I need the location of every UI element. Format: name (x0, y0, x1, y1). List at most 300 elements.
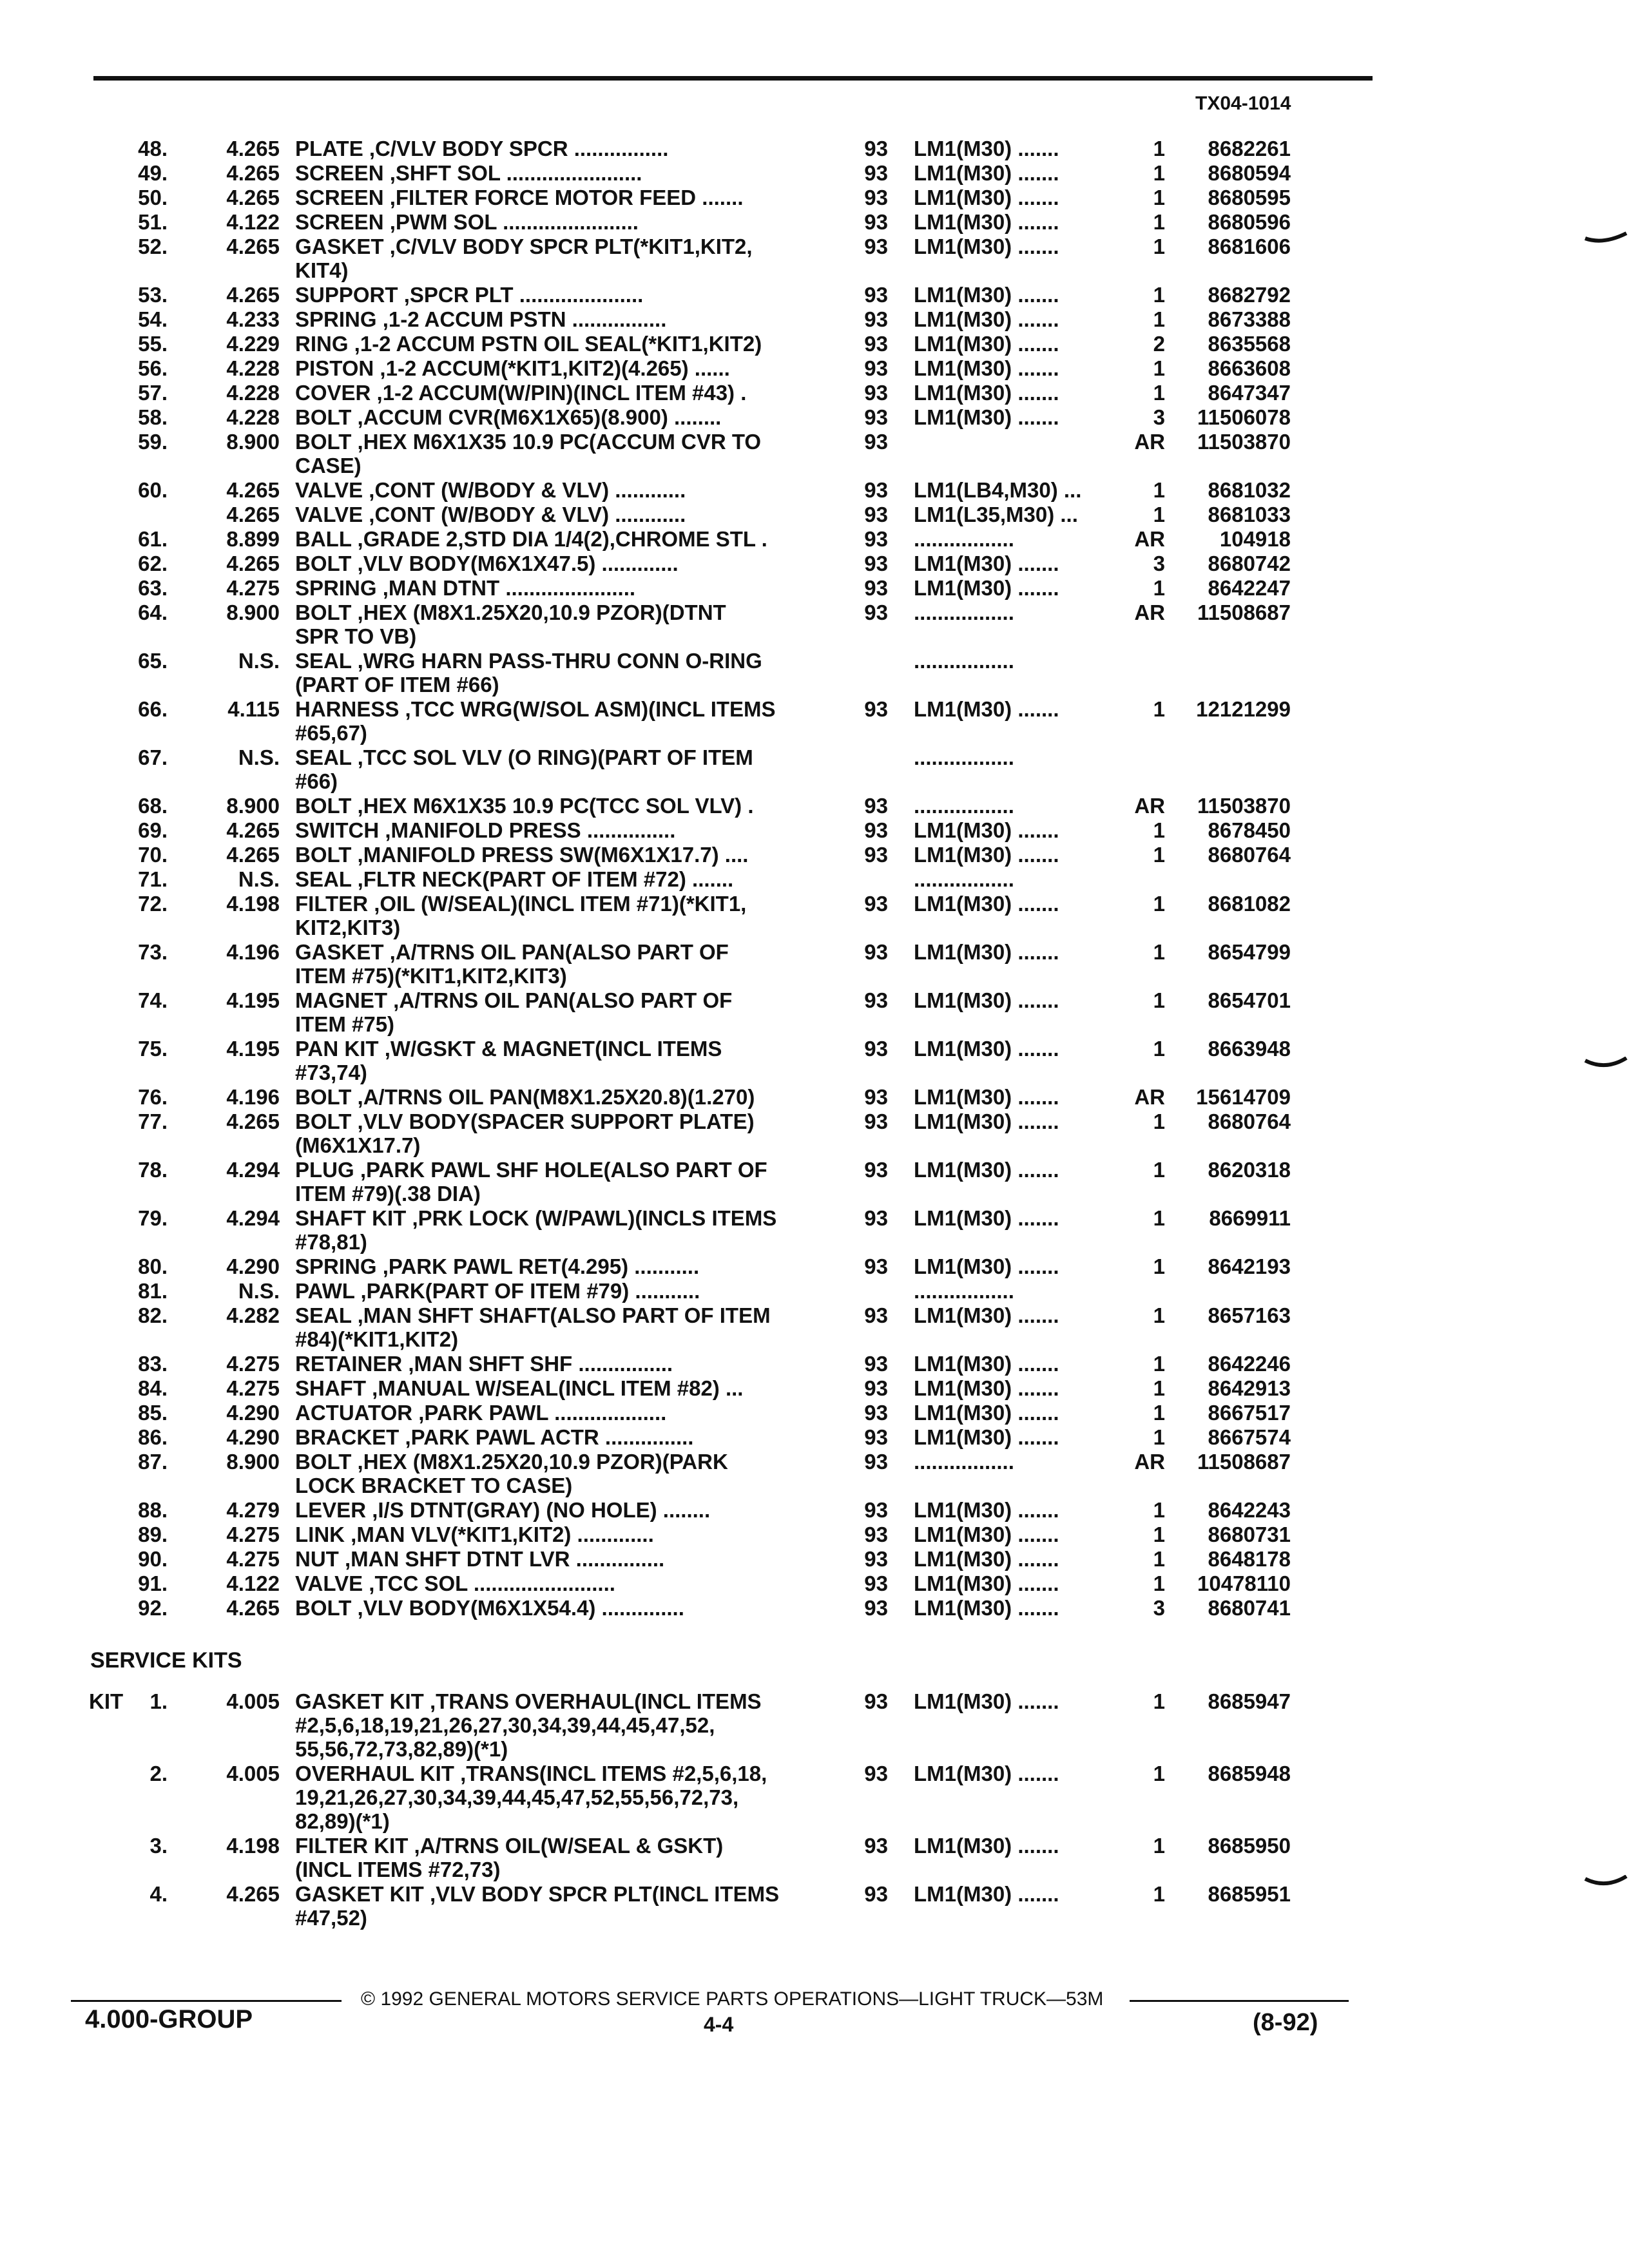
group-number: 4.265 (226, 478, 280, 502)
part-number: 8642247 (1208, 576, 1291, 600)
quantity: 1 (1153, 1158, 1165, 1182)
item-number: 91. (138, 1571, 168, 1595)
part-number: 8685950 (1208, 1834, 1291, 1858)
model-code: LM1(M30) ....... (914, 1158, 1059, 1182)
model-code: LM1(M30) ....... (914, 186, 1059, 209)
part-number: 8642193 (1208, 1254, 1291, 1278)
table-row (0, 1596, 1629, 1620)
group-number: 4.265 (226, 1596, 280, 1620)
part-description: ACTUATOR ,PARK PAWL ................... (295, 1401, 667, 1425)
item-number: 70. (138, 843, 168, 867)
quantity: 1 (1153, 940, 1165, 964)
table-row (0, 1206, 1629, 1254)
item-number: 59. (138, 430, 168, 454)
model-year: 93 (864, 794, 888, 818)
model-code: LM1(M30) ....... (914, 1689, 1059, 1713)
model-code: LM1(M30) ....... (914, 1401, 1059, 1425)
table-row (0, 697, 1629, 745)
quantity: 1 (1153, 1303, 1165, 1327)
table-row (0, 1450, 1629, 1497)
quantity: 1 (1153, 1254, 1165, 1278)
quantity: AR (1134, 1085, 1165, 1109)
part-number: 8680731 (1208, 1523, 1291, 1546)
item-number: 75. (138, 1037, 168, 1061)
group-number: 4.279 (226, 1498, 280, 1522)
model-year: 93 (864, 283, 888, 307)
model-year: 93 (864, 697, 888, 721)
group-number: 4.228 (226, 405, 280, 429)
group-number: 8.900 (226, 1450, 280, 1474)
model-code: LM1(M30) ....... (914, 1882, 1059, 1906)
model-code: LM1(M30) ....... (914, 576, 1059, 600)
part-number: 8685948 (1208, 1762, 1291, 1785)
table-row (0, 1158, 1629, 1206)
quantity: AR (1134, 794, 1165, 818)
item-number: 84. (138, 1376, 168, 1400)
part-number: 8681082 (1208, 892, 1291, 916)
part-number: 8685951 (1208, 1882, 1291, 1906)
quantity: 2 (1153, 332, 1165, 356)
model-year: 93 (864, 1037, 888, 1061)
group-number: 4.265 (226, 137, 280, 160)
model-year: 93 (864, 552, 888, 575)
group-number: 4.290 (226, 1425, 280, 1449)
table-row (0, 1401, 1629, 1425)
quantity: 3 (1153, 552, 1165, 575)
item-number: 92. (138, 1596, 168, 1620)
item-number: 50. (138, 186, 168, 209)
item-number: 87. (138, 1450, 168, 1474)
table-row (0, 843, 1629, 867)
group-number: 4.265 (226, 186, 280, 209)
item-number: 2. (149, 1762, 168, 1785)
group-number: 4.195 (226, 1037, 280, 1061)
part-description: LINK ,MAN VLV(*KIT1,KIT2) ............. (295, 1523, 654, 1546)
table-row (0, 1834, 1629, 1881)
service-kits-list (0, 1689, 1629, 1930)
part-number: 8673388 (1208, 307, 1291, 331)
part-description: GASKET KIT ,TRANS OVERHAUL(INCL ITEMS #2,5,6,18,19,21,26,27,30,34,39,44,45,47,52, 55,56,72,73,82,89)(*1) (295, 1689, 762, 1761)
model-year: 93 (864, 405, 888, 429)
group-number: 4.294 (226, 1206, 280, 1230)
part-description: FILTER ,OIL (W/SEAL)(INCL ITEM #71)(*KIT1, KIT2,KIT3) (295, 892, 747, 939)
quantity: 1 (1153, 1547, 1165, 1571)
item-number: 55. (138, 332, 168, 356)
table-row (0, 649, 1629, 697)
model-code: LM1(M30) ....... (914, 356, 1059, 380)
item-number: 80. (138, 1254, 168, 1278)
part-number: 8682261 (1208, 137, 1291, 160)
group-number: 4.275 (226, 1523, 280, 1546)
group-number: 4.198 (226, 1834, 280, 1858)
group-number: N.S. (238, 745, 280, 769)
table-row (0, 867, 1629, 891)
footer-rule (1130, 2000, 1349, 2002)
part-number: 8685947 (1208, 1689, 1291, 1713)
footer-copyright: © 1992 GENERAL MOTORS SERVICE PARTS OPERATIONS—LIGHT TRUCK—53M (361, 1988, 1104, 2010)
part-description: MAGNET ,A/TRNS OIL PAN(ALSO PART OF ITEM #75) (295, 988, 733, 1036)
part-description: SPRING ,MAN DTNT ...................... (295, 576, 636, 600)
part-number: 8680596 (1208, 210, 1291, 234)
table-row (0, 307, 1629, 331)
part-description: PAN KIT ,W/GSKT & MAGNET(INCL ITEMS #73,74) (295, 1037, 722, 1084)
part-description: BOLT ,HEX M6X1X35 10.9 PC(TCC SOL VLV) . (295, 794, 754, 818)
model-code: LM1(M30) ....... (914, 843, 1059, 867)
item-number: 89. (138, 1523, 168, 1546)
group-number: 4.228 (226, 381, 280, 405)
item-number: 66. (138, 697, 168, 721)
model-code: LM1(M30) ....... (914, 332, 1059, 356)
part-number: 8667517 (1208, 1401, 1291, 1425)
quantity: 1 (1153, 381, 1165, 405)
part-description: BOLT ,MANIFOLD PRESS SW(M6X1X17.7) .... (295, 843, 749, 867)
model-code: LM1(M30) ....... (914, 988, 1059, 1012)
model-code: LM1(M30) ....... (914, 405, 1059, 429)
service-kits-title: SERVICE KITS (90, 1648, 242, 1673)
table-row (0, 210, 1629, 234)
model-code: ................. (914, 527, 1014, 551)
model-code: ................. (914, 601, 1014, 624)
part-description: BOLT ,HEX M6X1X35 10.9 PC(ACCUM CVR TO CASE) (295, 430, 762, 477)
model-year: 93 (864, 1450, 888, 1474)
table-row (0, 381, 1629, 405)
model-code: LM1(M30) ....... (914, 940, 1059, 964)
part-number: 8680764 (1208, 1110, 1291, 1133)
table-row (0, 1376, 1629, 1400)
model-code: LM1(M30) ....... (914, 210, 1059, 234)
item-number: 1. (149, 1689, 168, 1713)
model-code: LM1(M30) ....... (914, 1037, 1059, 1061)
table-row (0, 988, 1629, 1036)
model-code: LM1(M30) ....... (914, 137, 1059, 160)
part-number: 8680594 (1208, 161, 1291, 185)
part-number: 8680764 (1208, 843, 1291, 867)
part-description: SCREEN ,PWM SOL ....................... (295, 210, 639, 234)
table-row (0, 1352, 1629, 1376)
model-year: 93 (864, 381, 888, 405)
part-description: SEAL ,FLTR NECK(PART OF ITEM #72) ....... (295, 867, 734, 891)
table-row (0, 1303, 1629, 1351)
model-year: 93 (864, 1206, 888, 1230)
quantity: 1 (1153, 1689, 1165, 1713)
group-number: 4.275 (226, 1352, 280, 1376)
item-number: 62. (138, 552, 168, 575)
item-number: 69. (138, 818, 168, 842)
quantity: 1 (1153, 1376, 1165, 1400)
part-description: BOLT ,VLV BODY(M6X1X47.5) ............. (295, 552, 679, 575)
model-code: ................. (914, 1450, 1014, 1474)
item-number: 63. (138, 576, 168, 600)
part-description: VALVE ,CONT (W/BODY & VLV) ............ (295, 478, 686, 502)
part-number: 11508687 (1197, 1450, 1291, 1474)
item-number: 79. (138, 1206, 168, 1230)
item-number: 60. (138, 478, 168, 502)
group-number: 4.198 (226, 892, 280, 916)
quantity: 1 (1153, 1037, 1165, 1061)
table-row (0, 1523, 1629, 1546)
model-year: 93 (864, 818, 888, 842)
quantity: 1 (1153, 283, 1165, 307)
model-year: 93 (864, 1158, 888, 1182)
model-year: 93 (864, 1110, 888, 1133)
quantity: 1 (1153, 210, 1165, 234)
top-rule (93, 76, 1373, 81)
group-number: 8.900 (226, 430, 280, 454)
item-number: 53. (138, 283, 168, 307)
part-description: SEAL ,TCC SOL VLV (O RING)(PART OF ITEM #66) (295, 745, 753, 793)
model-year: 93 (864, 1762, 888, 1785)
part-description: GASKET ,A/TRNS OIL PAN(ALSO PART OF ITEM #75)(*KIT1,KIT2,KIT3) (295, 940, 729, 988)
table-row (0, 527, 1629, 551)
item-number: 57. (138, 381, 168, 405)
part-number: 11503870 (1197, 430, 1291, 454)
group-number: 4.265 (226, 283, 280, 307)
table-row (0, 745, 1629, 793)
model-code: ................. (914, 794, 1014, 818)
model-year: 93 (864, 1498, 888, 1522)
model-code: LM1(L35,M30) ... (914, 503, 1078, 526)
item-number: 52. (138, 235, 168, 258)
quantity: 1 (1153, 186, 1165, 209)
group-number: 4.122 (226, 1571, 280, 1595)
model-code: LM1(M30) ....... (914, 1547, 1059, 1571)
group-number: 4.195 (226, 988, 280, 1012)
model-year: 93 (864, 940, 888, 964)
group-number: 4.265 (226, 161, 280, 185)
table-row (0, 1425, 1629, 1449)
model-year: 93 (864, 1689, 888, 1713)
group-number: 4.275 (226, 1547, 280, 1571)
table-row (0, 1037, 1629, 1084)
part-description: BOLT ,VLV BODY(SPACER SUPPORT PLATE) (M6X1X17.7) (295, 1110, 755, 1157)
part-number: 8682792 (1208, 283, 1291, 307)
part-description: SEAL ,WRG HARN PASS-THRU CONN O-RING (PART OF ITEM #66) (295, 649, 762, 697)
model-year: 93 (864, 1571, 888, 1595)
table-row (0, 1110, 1629, 1157)
part-number: 8663608 (1208, 356, 1291, 380)
parts-list (0, 137, 1629, 1620)
model-year: 93 (864, 988, 888, 1012)
model-code: LM1(M30) ....... (914, 1254, 1059, 1278)
model-year: 93 (864, 1882, 888, 1906)
part-description: SPRING ,1-2 ACCUM PSTN ................ (295, 307, 667, 331)
model-code: LM1(LB4,M30) ... (914, 478, 1082, 502)
part-number: 11503870 (1197, 794, 1291, 818)
part-number: 8680595 (1208, 186, 1291, 209)
table-row (0, 478, 1629, 502)
quantity: 1 (1153, 1523, 1165, 1546)
group-number: 8.899 (226, 527, 280, 551)
model-year: 93 (864, 1303, 888, 1327)
group-number: 4.282 (226, 1303, 280, 1327)
table-row (0, 892, 1629, 939)
part-description: BOLT ,VLV BODY(M6X1X54.4) .............. (295, 1596, 684, 1620)
part-description: VALVE ,CONT (W/BODY & VLV) ............ (295, 503, 686, 526)
quantity: 1 (1153, 843, 1165, 867)
model-code: ................. (914, 745, 1014, 769)
part-description: BRACKET ,PARK PAWL ACTR ............... (295, 1425, 694, 1449)
model-code: LM1(M30) ....... (914, 1352, 1059, 1376)
group-number: 4.275 (226, 1376, 280, 1400)
part-description: SCREEN ,FILTER FORCE MOTOR FEED ....... (295, 186, 744, 209)
item-number: 4. (149, 1882, 168, 1906)
model-year: 93 (864, 601, 888, 624)
group-number: 4.233 (226, 307, 280, 331)
item-number: 58. (138, 405, 168, 429)
table-row (0, 186, 1629, 209)
item-number: 49. (138, 161, 168, 185)
revision-date: (8-92) (1253, 2009, 1318, 2036)
part-number: 11508687 (1197, 601, 1291, 624)
model-year: 93 (864, 478, 888, 502)
binding-mark (1584, 231, 1629, 244)
part-description: PAWL ,PARK(PART OF ITEM #79) ........... (295, 1279, 700, 1303)
item-number: 77. (138, 1110, 168, 1133)
model-year: 93 (864, 210, 888, 234)
model-year: 93 (864, 1401, 888, 1425)
model-code: LM1(M30) ....... (914, 1571, 1059, 1595)
quantity: AR (1134, 527, 1165, 551)
model-year: 93 (864, 186, 888, 209)
model-code: LM1(M30) ....... (914, 235, 1059, 258)
table-row (0, 1762, 1629, 1833)
model-year: 93 (864, 356, 888, 380)
group-number: 4.294 (226, 1158, 280, 1182)
table-row (0, 940, 1629, 988)
part-number: 104918 (1219, 527, 1291, 551)
part-description: SHAFT KIT ,PRK LOCK (W/PAWL)(INCLS ITEMS #78,81) (295, 1206, 777, 1254)
table-row (0, 1547, 1629, 1571)
model-year: 93 (864, 503, 888, 526)
model-code: LM1(M30) ....... (914, 1498, 1059, 1522)
table-row (0, 161, 1629, 185)
table-row (0, 1279, 1629, 1303)
quantity: 1 (1153, 1834, 1165, 1858)
part-description: PLUG ,PARK PAWL SHF HOLE(ALSO PART OF ITEM #79)(.38 DIA) (295, 1158, 767, 1206)
table-row (0, 430, 1629, 477)
model-year: 93 (864, 527, 888, 551)
part-description: OVERHAUL KIT ,TRANS(INCL ITEMS #2,5,6,18, 19,21,26,27,30,34,39,44,45,47,52,55,56,72,73, 82,89)(*1) (295, 1762, 767, 1833)
item-number: 71. (138, 867, 168, 891)
part-description: PISTON ,1-2 ACCUM(*KIT1,KIT2)(4.265) ...... (295, 356, 730, 380)
model-year: 93 (864, 235, 888, 258)
model-code: LM1(M30) ....... (914, 1085, 1059, 1109)
group-number: 4.265 (226, 1882, 280, 1906)
part-number: 8654799 (1208, 940, 1291, 964)
group-number: 4.265 (226, 843, 280, 867)
model-year: 93 (864, 1376, 888, 1400)
item-number: 54. (138, 307, 168, 331)
model-year: 93 (864, 1425, 888, 1449)
model-code: LM1(M30) ....... (914, 1376, 1059, 1400)
part-number: 8648178 (1208, 1547, 1291, 1571)
part-number: 8642246 (1208, 1352, 1291, 1376)
table-row (0, 601, 1629, 648)
part-description: GASKET KIT ,VLV BODY SPCR PLT(INCL ITEMS #47,52) (295, 1882, 780, 1930)
quantity: 1 (1153, 478, 1165, 502)
model-code: LM1(M30) ....... (914, 1425, 1059, 1449)
part-description: BOLT ,HEX (M8X1.25X20,10.9 PZOR)(PARK LOCK BRACKET TO CASE) (295, 1450, 728, 1497)
item-number: 76. (138, 1085, 168, 1109)
group-number: 4.196 (226, 1085, 280, 1109)
model-code: LM1(M30) ....... (914, 1523, 1059, 1546)
table-row (0, 794, 1629, 818)
part-number: 10478110 (1197, 1571, 1291, 1595)
table-row (0, 1498, 1629, 1522)
part-number: 8635568 (1208, 332, 1291, 356)
table-row (0, 283, 1629, 307)
item-number: 65. (138, 649, 168, 673)
quantity: 1 (1153, 1425, 1165, 1449)
model-year: 93 (864, 1352, 888, 1376)
group-number: 4.005 (226, 1689, 280, 1713)
part-number: 8642913 (1208, 1376, 1291, 1400)
group-number: 4.265 (226, 235, 280, 258)
model-code: LM1(M30) ....... (914, 1206, 1059, 1230)
part-description: SEAL ,MAN SHFT SHAFT(ALSO PART OF ITEM #84)(*KIT1,KIT2) (295, 1303, 771, 1351)
part-description: BOLT ,HEX (M8X1.25X20,10.9 PZOR)(DTNT SPR TO VB) (295, 601, 726, 648)
item-number: 51. (138, 210, 168, 234)
page-number: 4-4 (704, 2013, 734, 2036)
part-number: 15614709 (1196, 1085, 1291, 1109)
part-description: COVER ,1-2 ACCUM(W/PIN)(INCL ITEM #43) . (295, 381, 747, 405)
group-number: 4.290 (226, 1401, 280, 1425)
table-row (0, 576, 1629, 600)
quantity: AR (1134, 1450, 1165, 1474)
quantity: 1 (1153, 503, 1165, 526)
model-code: LM1(M30) ....... (914, 697, 1059, 721)
item-number: 48. (138, 137, 168, 160)
group-number: N.S. (238, 867, 280, 891)
binding-mark (1584, 1875, 1629, 1888)
item-number: 3. (149, 1834, 168, 1858)
model-year: 93 (864, 430, 888, 454)
kit-label: KIT (89, 1689, 124, 1713)
quantity: 1 (1153, 1352, 1165, 1376)
part-number: 8678450 (1208, 818, 1291, 842)
quantity: 1 (1153, 1206, 1165, 1230)
quantity: 1 (1153, 161, 1165, 185)
table-row (0, 1882, 1629, 1930)
group-number: 4.005 (226, 1762, 280, 1785)
part-description: SCREEN ,SHFT SOL ....................... (295, 161, 642, 185)
item-number: 64. (138, 601, 168, 624)
part-number: 8680742 (1208, 552, 1291, 575)
document-id: TX04-1014 (1195, 93, 1291, 114)
part-description: SUPPORT ,SPCR PLT ..................... (295, 283, 644, 307)
table-row (0, 356, 1629, 380)
quantity: 1 (1153, 576, 1165, 600)
quantity: 3 (1153, 1596, 1165, 1620)
model-year: 93 (864, 843, 888, 867)
part-number: 8663948 (1208, 1037, 1291, 1061)
table-row (0, 235, 1629, 282)
model-code: ................. (914, 649, 1014, 673)
model-code: ................. (914, 867, 1014, 891)
item-number: 78. (138, 1158, 168, 1182)
item-number: 67. (138, 745, 168, 769)
quantity: 3 (1153, 405, 1165, 429)
table-row (0, 1571, 1629, 1595)
quantity: 1 (1153, 697, 1165, 721)
part-description: SPRING ,PARK PAWL RET(4.295) ........... (295, 1254, 700, 1278)
quantity: 1 (1153, 1401, 1165, 1425)
group-number: 4.275 (226, 576, 280, 600)
model-year: 93 (864, 137, 888, 160)
model-code: LM1(M30) ....... (914, 1596, 1059, 1620)
group-number: 4.265 (226, 503, 280, 526)
model-code: LM1(M30) ....... (914, 307, 1059, 331)
